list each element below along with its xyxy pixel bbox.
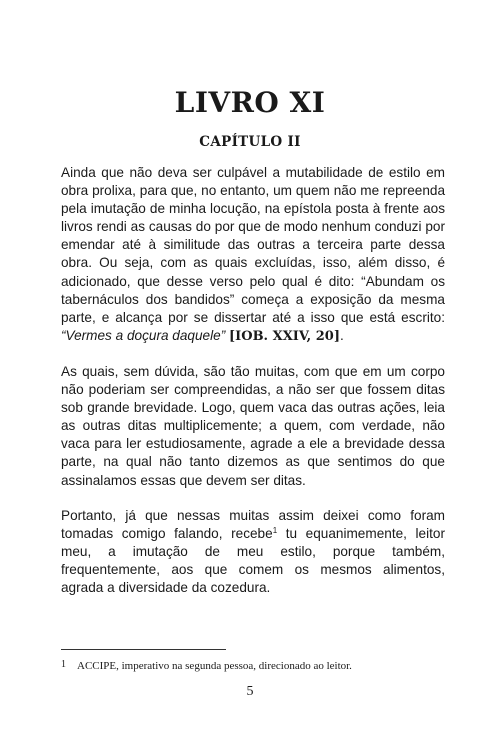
footnote (61, 658, 445, 673)
paragraph-1-end: . (339, 327, 344, 343)
footnote-number: 1 (61, 659, 66, 670)
paragraph-1-text: Ainda que não deva ser culpável a mutabilidade de estilo em obra prolixa, para que, no entanto, um quem não me repreenda pela imutação de minha locução, na epístola posta à frente aos livros rendi as causas do por que de modo nenhum conduzi por emendar até à similitude das outras a terceira parte dessa obra. Ou seja, com as quais excluídas, isso, além disso, é adicionado, que desse verso pelo qual é dito: “Abundam os tabernáculos dos bandidos” começa a exposição da mesma parte, e alcança por se dissertar até a isso que está escrito: (61, 165, 445, 325)
paragraph-2 (61, 363, 445, 490)
footnote-divider (61, 649, 226, 650)
scripture-reference: [IOB. XXIV, 20] (229, 328, 340, 344)
body-text (61, 164, 445, 614)
paragraph-3 (61, 507, 445, 597)
scripture-quote: “Vermes a doçura daquele” (61, 327, 226, 343)
page-number: 5 (246, 684, 254, 699)
footnote-marker[interactable]: 1 (272, 525, 278, 535)
paragraph-3-before: Portanto, já que nessas muitas assim deixei como foram tomadas comigo falando, recebe (61, 507, 445, 541)
chapter-heading: CAPÍTULO II (199, 134, 301, 150)
paragraph-3-after: tu equanimemente, leitor meu, a imutação de meu estilo, porque também, frequentemente, aos que comem os mesmos alimentos, agrada a diversidade da cozedura. (61, 525, 445, 595)
paragraph-1 (61, 164, 445, 346)
paragraph-2-text: As quais, sem dúvida, são tão muitas, com que em um corpo não poderiam ser compreendidas, a não ser que fossem ditas sob grande brevidade. Logo, quem vaca das outras ações, leia as outras ditas multiplicemente; a quem, com verdade, não vaca para ler estudiosamente, agrade a ele a brevidade dessa parte, na qual não tanto dizemos as que sentimos do que assinalamos essas que devem ser ditas. (61, 363, 445, 488)
book-title: LIVRO XI (174, 86, 326, 119)
footnote-text: ACCIPE, imperativo na segunda pessoa, direcionado ao leitor. (77, 660, 352, 672)
